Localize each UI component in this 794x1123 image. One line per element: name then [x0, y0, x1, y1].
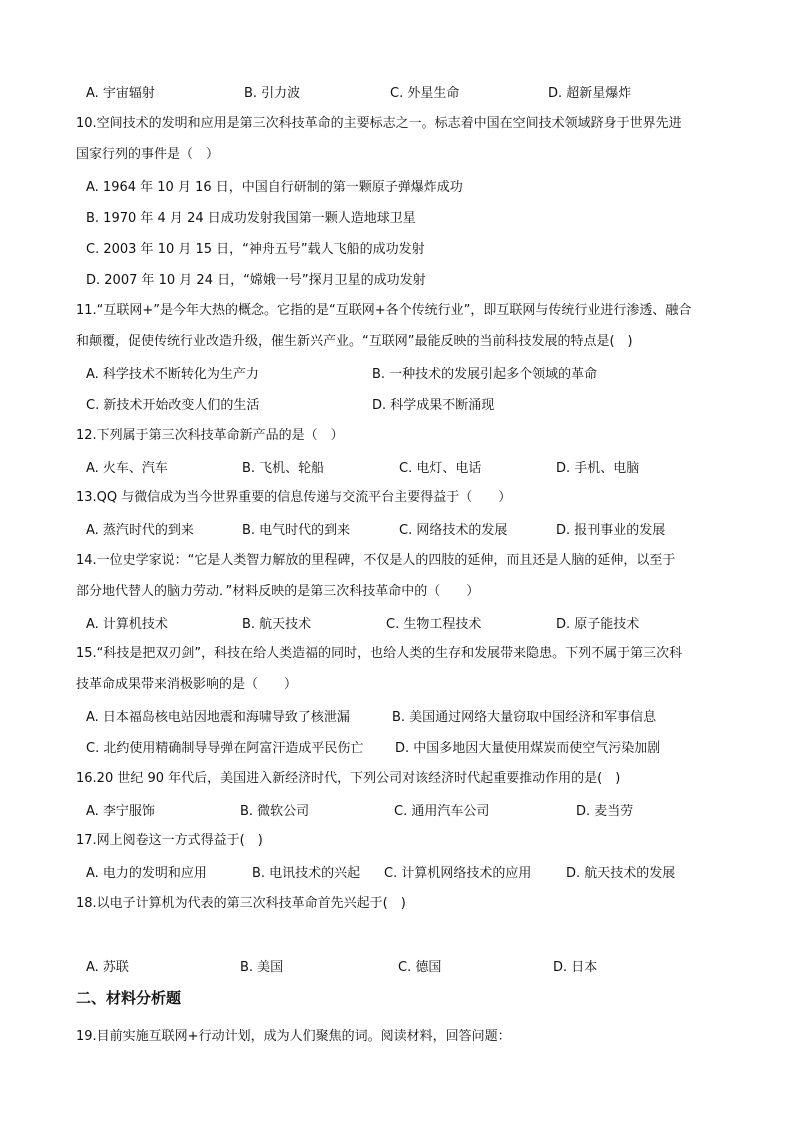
q15-stem-line-2: 技革命成果带来消极影响的是（ ）	[76, 677, 298, 692]
q16-option-c: C. 通用汽车公司	[394, 804, 490, 819]
q10-stem	[76, 108, 726, 170]
q10-option-a: A. 1964 年 10 月 16 日，中国自行研制的第一颗原子弹爆炸成功	[86, 180, 463, 195]
q15-option-b: B. 美国通过网络大量窃取中国经济和军事信息	[392, 710, 657, 725]
q9-option-c: C. 外星生命	[390, 86, 460, 101]
q12-option-d: D. 手机、电脑	[556, 461, 640, 476]
q15-stem	[76, 638, 726, 700]
q15-stem-line-1: 15.“科技是把双刃剑”，科技在给人类造福的同时，也给人类的生存和发展带来隐患。下列不属于第三次科	[76, 646, 683, 661]
q15-option-d: D. 中国多地因大量使用煤炭而使空气污染加剧	[395, 741, 661, 756]
q11-options-row-1	[86, 363, 726, 383]
q14-option-d: D. 原子能技术	[556, 617, 640, 632]
q14-option-b: B. 航天技术	[242, 617, 312, 632]
q19-stem: 19.目前实施互联网+行动计划，成为人们聚焦的词。阅读材料，回答问题：	[76, 1029, 511, 1044]
q18-option-b: B. 美国	[240, 960, 284, 975]
q13-option-d: D. 报刊事业的发展	[556, 523, 666, 538]
q9-option-b: B. 引力波	[244, 86, 301, 101]
q17-options	[86, 862, 726, 882]
q15-options-row-2	[86, 737, 726, 757]
q15-option-c: C. 北约使用精确制导导弹在阿富汗造成平民伤亡	[86, 741, 364, 756]
q16-option-d: D. 麦当劳	[576, 804, 634, 819]
q17-option-a: A. 电力的发明和应用	[86, 866, 207, 881]
q12-options	[86, 457, 726, 477]
q15-options-row-1	[86, 706, 726, 726]
q11-options-row-2	[86, 394, 726, 414]
q14-stem-line-1: 14.一位史学家说：“它是人类智力解放的里程碑，不仅是人的四肢的延伸，而且还是人脑的延伸，以至于	[76, 553, 676, 568]
section-title: 二、材料分析题	[76, 989, 182, 1007]
q18-option-a: A. 苏联	[86, 960, 129, 975]
q17-stem	[76, 825, 726, 856]
q18-option-d: D. 日本	[553, 960, 598, 975]
q11-stem	[76, 295, 726, 357]
q12-stem-line-1: 12.下列属于第三次科技革命新产品的是（ ）	[76, 428, 344, 443]
q10-option-c: C. 2003 年 10 月 15 日，“神舟五号”载人飞船的成功发射	[86, 242, 425, 257]
q11-option-a: A. 科学技术不断转化为生产力	[86, 367, 259, 382]
q14-stem-line-2: 部分地代替人的脑力劳动．”材料反映的是第三次科技革命中的（ ）	[76, 584, 480, 599]
q9-options	[86, 82, 726, 102]
q10-option-b: B. 1970 年 4 月 24 日成功发射我国第一颗人造地球卫星	[86, 211, 416, 226]
q13-options	[86, 519, 726, 539]
q10-stem-line-2: 国家行列的事件是（ ）	[76, 147, 220, 162]
q17-option-c: C. 计算机网络技术的应用	[384, 866, 532, 881]
q18-options	[86, 956, 726, 976]
q13-option-b: B. 电气时代的到来	[242, 523, 351, 538]
q16-stem-line-1: 16.20 世纪 90 年代后，美国进入新经济时代，下列公司对该经济时代起重要推动作用的是( )	[76, 771, 621, 786]
q11-option-b: B. 一种技术的发展引起多个领域的革命	[372, 367, 598, 382]
q11-option-d: D. 科学成果不断涌现	[372, 398, 495, 413]
q11-stem-line-1: 11.“互联网+”是今年大热的概念。它指的是“互联网+各个传统行业”，即互联网与传统行业进行渗透、融合	[76, 303, 692, 318]
q13-option-c: C. 网络技术的发展	[399, 523, 508, 538]
q14-option-a: A. 计算机技术	[86, 617, 168, 632]
q12-option-b: B. 飞机、轮船	[242, 461, 325, 476]
q14-option-c: C. 生物工程技术	[386, 617, 482, 632]
q18-option-c: C. 德国	[398, 960, 442, 975]
q11-option-c: C. 新技术开始改变人们的生活	[86, 398, 260, 413]
q15-option-a: A. 日本福岛核电站因地震和海啸导致了核泄漏	[86, 710, 350, 725]
q17-option-d: D. 航天技术的发展	[566, 866, 676, 881]
q16-option-b: B. 微软公司	[240, 804, 310, 819]
q17-stem-line-1: 17.网上阅卷这一方式得益于( )	[76, 833, 263, 848]
q16-option-a: A. 李宁服饰	[86, 804, 155, 819]
q13-stem-line-1: 13.QQ 与微信成为当今世界重要的信息传递与交流平台主要得益于（ ）	[76, 490, 512, 505]
q18-stem-line-1: 18.以电子计算机为代表的第三次科技革命首先兴起于( )	[76, 896, 406, 911]
q14-stem	[76, 545, 726, 607]
q13-option-a: A. 蒸汽时代的到来	[86, 523, 194, 538]
q9-option-d: D. 超新星爆炸	[548, 86, 632, 101]
q14-options	[86, 613, 726, 633]
q18-stem	[76, 888, 726, 919]
q12-option-a: A. 火车、汽车	[86, 461, 168, 476]
q13-stem	[76, 482, 726, 513]
q12-stem	[76, 420, 726, 451]
q11-stem-line-2: 和颠覆，促使传统行业改造升级，催生新兴产业。“互联网”最能反映的当前科技发展的特点是( )	[76, 334, 633, 349]
q10-option-d: D. 2007 年 10 月 24 日，“嫦娥一号”探月卫星的成功发射	[86, 273, 426, 288]
q10-stem-line-1: 10.空间技术的发明和应用是第三次科技革命的主要标志之一。标志着中国在空间技术领域跻身于世界先进	[76, 116, 682, 131]
q16-stem	[76, 763, 726, 794]
q12-option-c: C. 电灯、电话	[399, 461, 482, 476]
q9-option-a: A. 宇宙辐射	[86, 86, 155, 101]
q16-options	[86, 800, 726, 820]
q17-option-b: B. 电讯技术的兴起	[252, 866, 361, 881]
